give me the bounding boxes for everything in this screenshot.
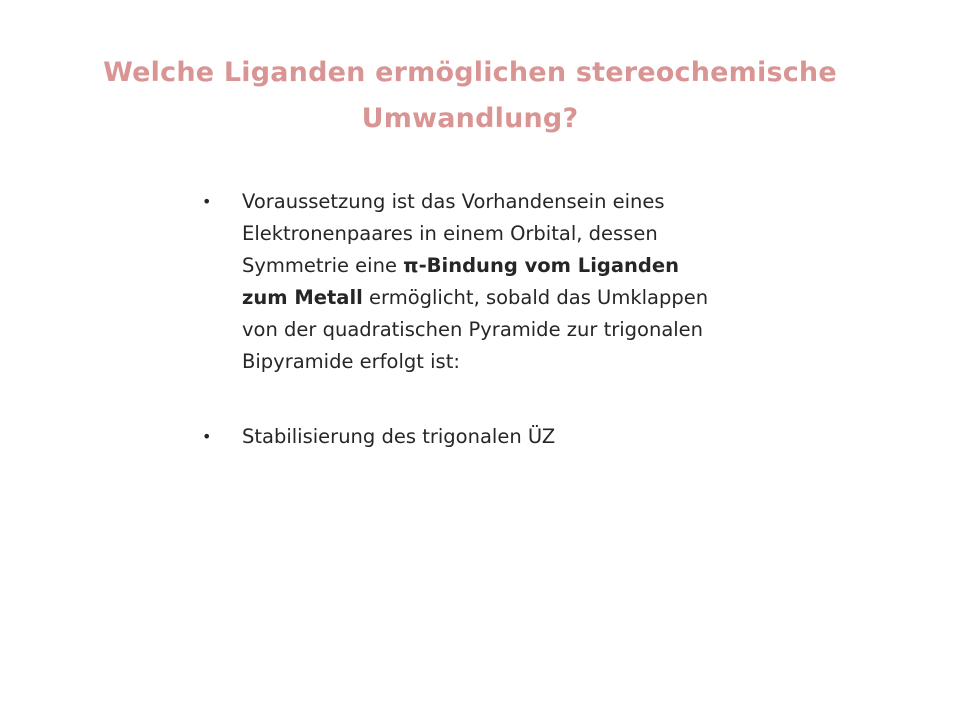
bullet-item-prerequisite	[200, 186, 720, 378]
bullet-text-bold: π-Bindung vom Liganden zum Metall	[242, 254, 679, 309]
slide-title-line-1: Welche Liganden ermöglichen stereochemische	[103, 57, 837, 88]
slide-title-line-2: Umwandlung?	[361, 103, 579, 134]
bullet-text-after: ermöglicht, sobald das Umklappen von der quadratischen Pyramide zur trigonalen Bipyramide erfolgt ist:	[242, 286, 709, 373]
bullet-marker: •	[202, 192, 212, 211]
bullet-text-before: Voraussetzung ist das Vorhandensein eines Elektronenpaares in einem Orbital, dessen Symmetrie eine	[242, 190, 665, 277]
slide-title	[60, 50, 880, 142]
bullet-text: Stabilisierung des trigonalen ÜZ	[242, 425, 556, 448]
bullet-text	[242, 190, 708, 373]
bullet-marker: •	[202, 427, 212, 446]
bullet-item-stabilization	[200, 421, 720, 453]
bullet-list	[200, 186, 720, 453]
